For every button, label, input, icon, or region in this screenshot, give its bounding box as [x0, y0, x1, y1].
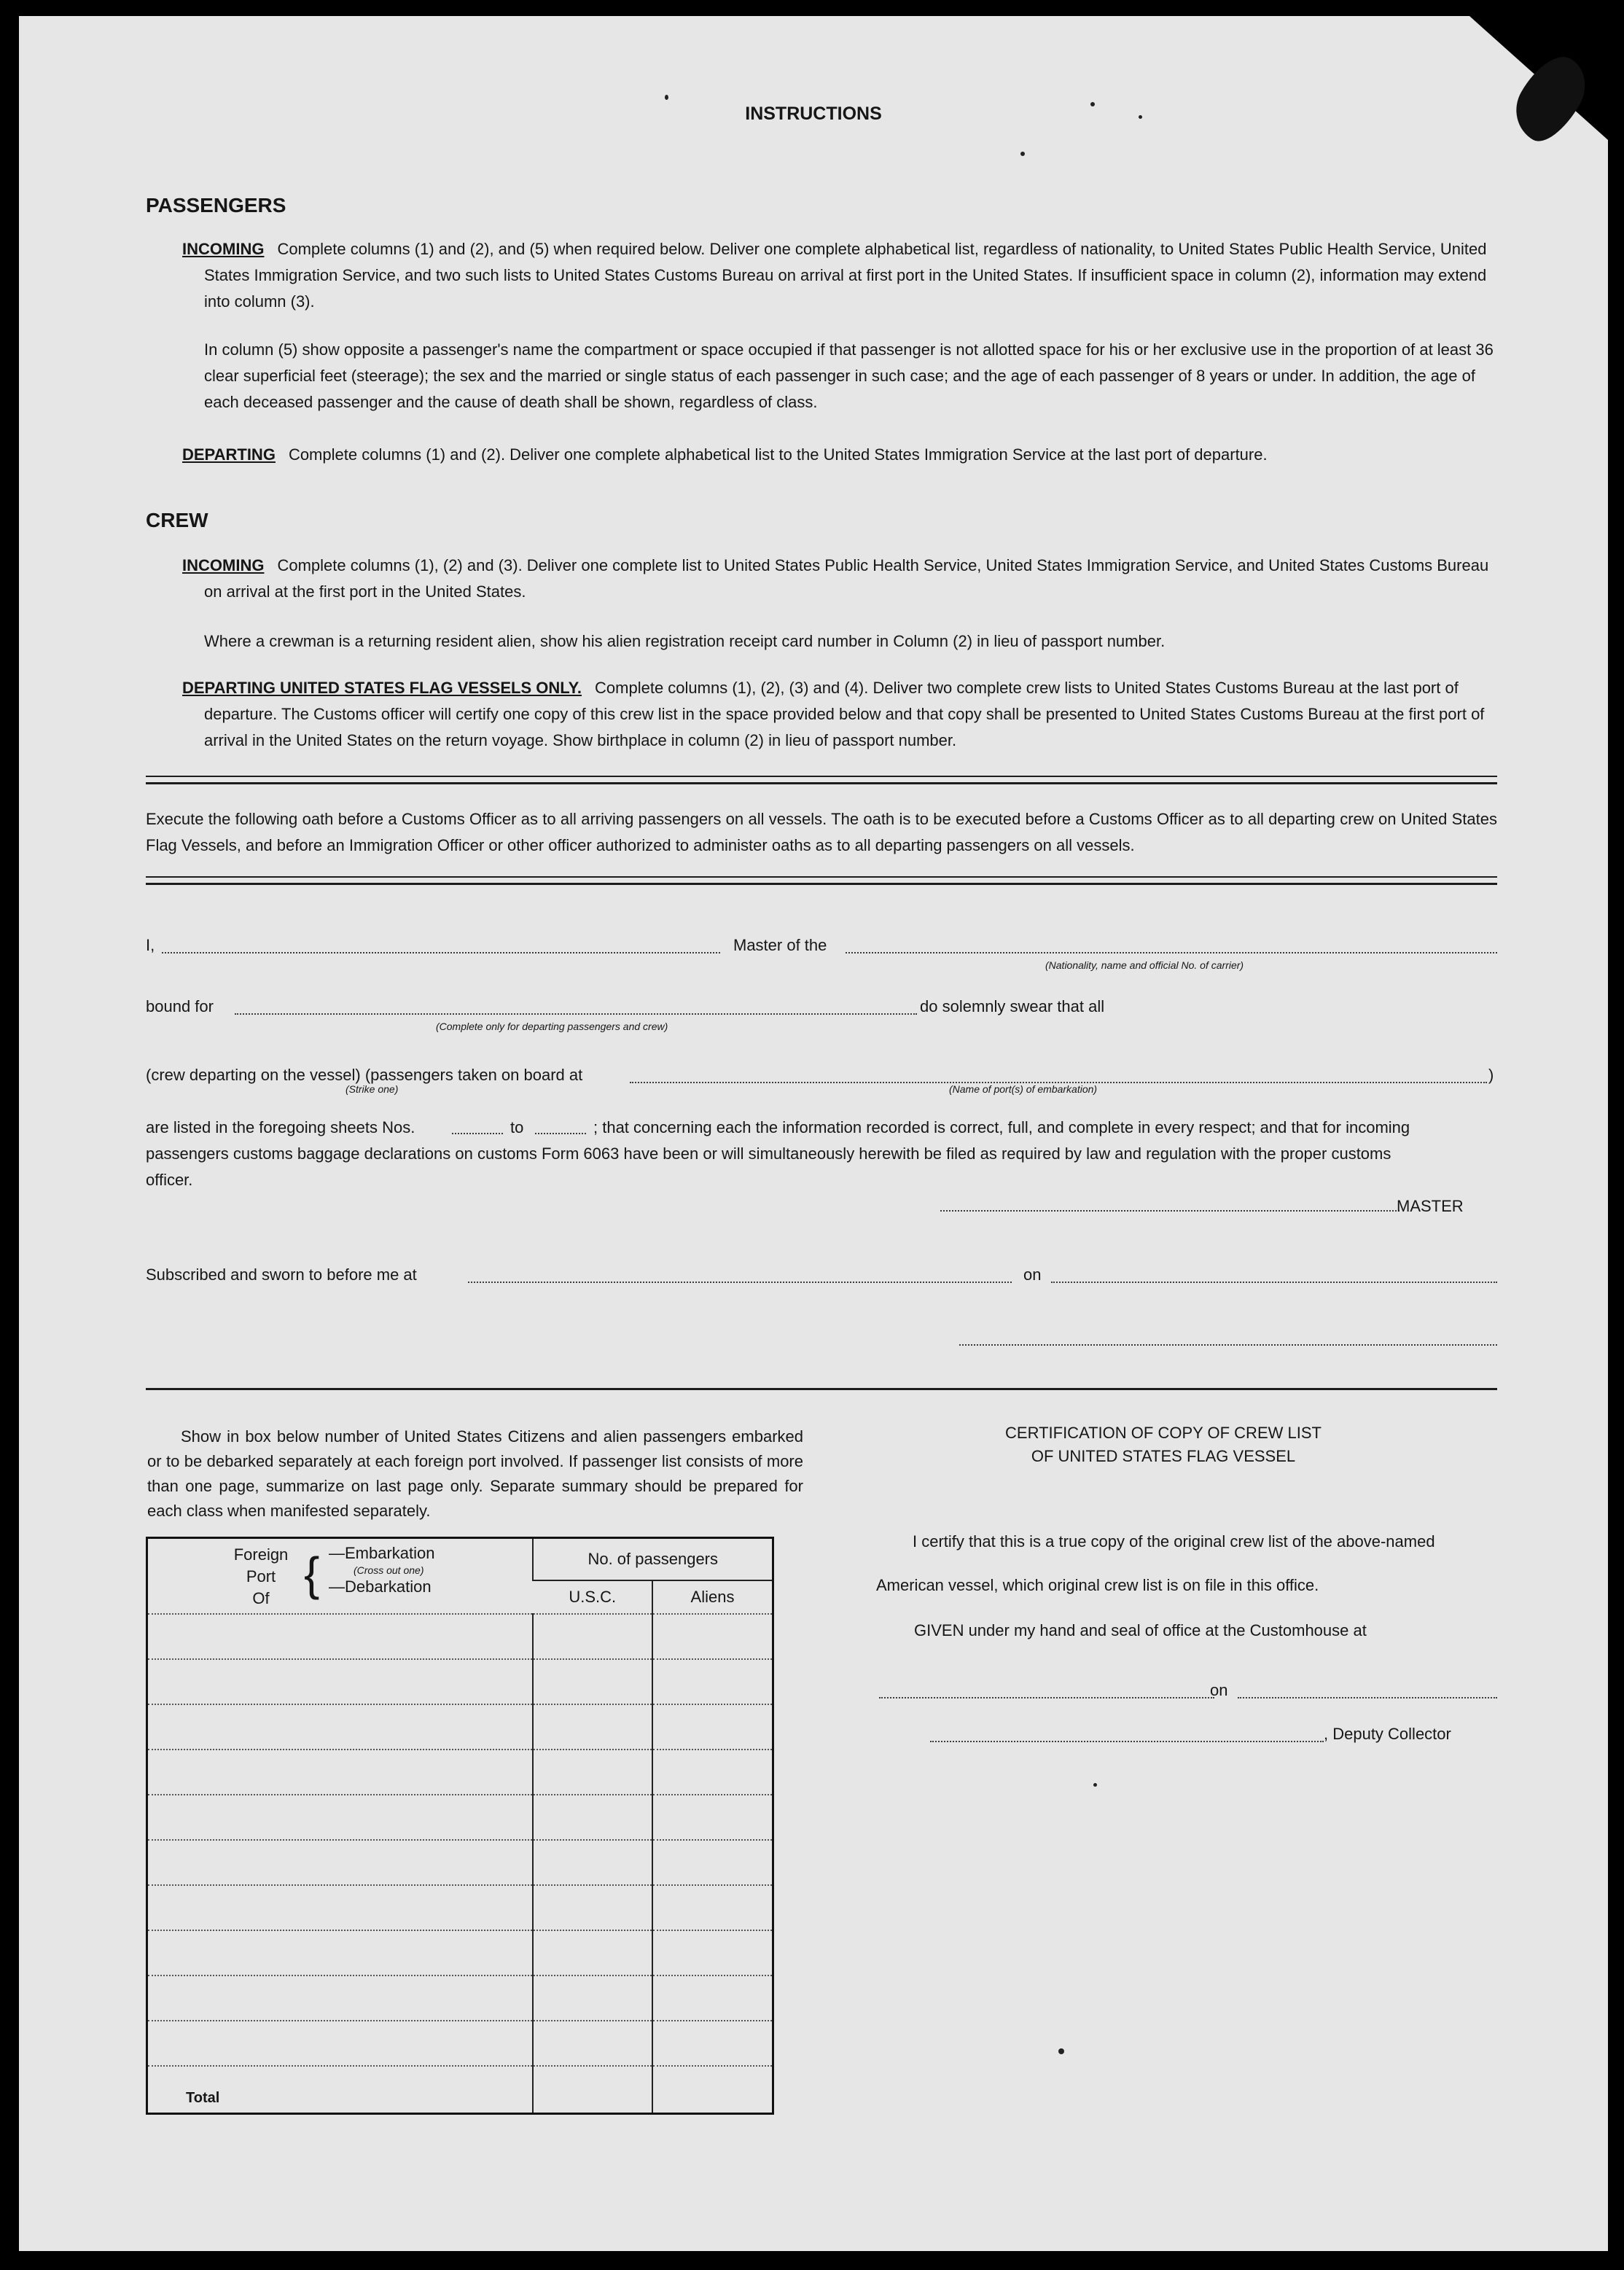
- port-cell[interactable]: [147, 1659, 534, 1704]
- debarkation-label[interactable]: —Debarkation: [329, 1577, 432, 1596]
- departing-label: DEPARTING: [182, 445, 276, 464]
- swear-text: do solemnly swear that all: [920, 997, 1105, 1015]
- aliens-cell[interactable]: [652, 1930, 773, 1975]
- certification-title-line1: CERTIFICATION OF COPY OF CREW LIST: [1005, 1424, 1322, 1442]
- aliens-cell[interactable]: [652, 1885, 773, 1930]
- bound-for-label: bound for: [146, 997, 214, 1015]
- given-text: GIVEN under my hand and seal of office at the Customhouse at: [914, 1621, 1367, 1639]
- sheet-from-field[interactable]: [452, 1133, 503, 1134]
- crew-departing-text: Complete columns (1), (2), (3) and (4). Deliver two complete crew lists to United States Customs Bureau at the last port of departure. The Customs officer will certify one copy of this crew list in the space provided below and that copy shall be presented to United States Customs Bureau at the first port of arrival in the United States on the return voyage. Show birthplace in column (2) in lieu of passport number.: [204, 679, 1485, 749]
- table-row: [147, 1614, 773, 1659]
- oath-instruction: Execute the following oath before a Customs Officer as to all arriving passengers on all vessels. The oath is to be executed before a Customs Officer as to all departing crew on United States Flag Vessels, and before an Immigration Officer or other officer authorized to administer oaths as to all departing passengers on all vessels.: [146, 810, 1497, 854]
- no-passengers-header: No. of passengers: [533, 1538, 773, 1580]
- table-row: [147, 1840, 773, 1885]
- subscribed-label: Subscribed and sworn to before me at: [146, 1265, 417, 1284]
- crew-incoming-text: Complete columns (1), (2) and (3). Deliver one complete list to United States Public Health Service, United States Immigration Service, and United States Customs Bureau on arrival at the first port in the United States.: [204, 556, 1489, 601]
- port-cell[interactable]: [147, 1930, 534, 1975]
- aliens-cell[interactable]: [652, 1975, 773, 2021]
- master-signature-field[interactable]: [940, 1210, 1399, 1212]
- table-row: [147, 1975, 773, 2021]
- usc-cell[interactable]: [533, 1840, 652, 1885]
- foreign-port-header: [147, 1538, 534, 1614]
- table-row: [147, 1930, 773, 1975]
- crew-heading: CREW: [146, 509, 208, 531]
- sworn-place-field[interactable]: [468, 1282, 1012, 1283]
- aliens-cell[interactable]: [652, 1750, 773, 1795]
- total-row: [147, 2066, 773, 2114]
- divider: [146, 876, 1497, 885]
- speck: [1139, 115, 1142, 119]
- usc-cell[interactable]: [533, 1750, 652, 1795]
- incoming-text: Complete columns (1) and (2), and (5) when required below. Deliver one complete alphabetical list, regardless of nationality, to United States Public Health Service, United States Immigration Service, and two such lists to United States Customs Bureau on arrival at first port in the United States. If insufficient space in column (2), information may extend into column (3).: [204, 240, 1487, 311]
- master-of-the-label: Master of the: [733, 936, 827, 954]
- passengers-incoming-instruction: [182, 236, 1499, 315]
- summary-instruction: Show in box below number of United States Citizens and alien passengers embarked or to be debarked separately at each foreign port involved. If passenger list consists of more than one page, summarize on last page only. Separate summary should be prepared for each class when manifested separately.: [147, 1427, 803, 1520]
- listed-text-d: officer.: [146, 1171, 193, 1189]
- usc-cell[interactable]: [533, 1930, 652, 1975]
- port-cell[interactable]: [147, 1614, 534, 1659]
- listed-text-a: are listed in the foregoing sheets Nos.: [146, 1118, 415, 1136]
- deputy-collector-label: , Deputy Collector: [1324, 1725, 1451, 1743]
- cert-date-field[interactable]: [1238, 1697, 1497, 1698]
- port-cell[interactable]: [147, 1795, 534, 1840]
- usc-cell[interactable]: [533, 1659, 652, 1704]
- resident-alien-instruction: Where a crewman is a returning resident alien, show his alien registration receipt card number in Column (2) in lieu of passport number.: [204, 632, 1166, 650]
- vessel-field[interactable]: [846, 952, 1497, 953]
- sworn-on-label: on: [1023, 1265, 1042, 1284]
- usc-cell[interactable]: [533, 1614, 652, 1659]
- aliens-total-cell[interactable]: [652, 2066, 773, 2114]
- close-paren: ): [1488, 1066, 1494, 1084]
- strike-caption: (Strike one): [346, 1083, 399, 1095]
- table-row: [147, 1704, 773, 1750]
- certification-title-line2: OF UNITED STATES FLAG VESSEL: [1031, 1447, 1296, 1465]
- listed-text-b: ; that concerning each the information recorded is correct, full, and complete in every respect; and that for incoming: [593, 1118, 1410, 1136]
- table-row: [147, 1750, 773, 1795]
- port-cell[interactable]: [147, 1704, 534, 1750]
- incoming-label: INCOMING: [182, 240, 265, 258]
- usc-total-cell[interactable]: [533, 2066, 652, 2114]
- officer-signature-field[interactable]: [959, 1344, 1497, 1346]
- usc-cell[interactable]: [533, 1704, 652, 1750]
- sworn-date-field[interactable]: [1051, 1282, 1497, 1283]
- usc-cell[interactable]: [533, 1885, 652, 1930]
- form-page: [19, 16, 1608, 2251]
- passenger-summary-table: [146, 1537, 774, 2115]
- crew-departing-text: (crew departing on the vessel) (passengers taken on board at: [146, 1066, 583, 1084]
- speck: [1020, 152, 1025, 156]
- port-label: Port: [246, 1567, 276, 1586]
- foreign-label: Foreign: [233, 1545, 289, 1564]
- departing-text: Complete columns (1) and (2). Deliver one complete alphabetical list to the United States Immigration Service at the last port of departure.: [288, 445, 1268, 464]
- cert-on-label: on: [1210, 1681, 1228, 1699]
- port-cell[interactable]: [147, 1975, 534, 2021]
- passengers-departing-instruction: [182, 442, 1499, 468]
- table-row: [147, 1885, 773, 1930]
- bound-for-field[interactable]: [235, 1013, 917, 1015]
- master-label: MASTER: [1397, 1197, 1464, 1215]
- crew-departing-label: DEPARTING UNITED STATES FLAG VESSELS ONLY.: [182, 679, 582, 697]
- listed-text-c: passengers customs baggage declarations on customs Form 6063 have been or will simultaneously herewith be filed as required by law and regulation with the proper customs: [146, 1144, 1391, 1163]
- table-row: [147, 1795, 773, 1840]
- column5-instruction: In column (5) show opposite a passenger's name the compartment or space occupied if that passenger is not allotted space for his or her exclusive use in the proportion of at least 36 clear superficial feet (steerage); the sex and the married or single status of each passenger in such case; and the age of each passenger of 8 years or under. In addition, the age of each deceased passenger and the cause of death shall be shown, regardless of class.: [204, 340, 1494, 411]
- speck: [665, 95, 668, 100]
- usc-header: U.S.C.: [533, 1580, 652, 1614]
- port-cell[interactable]: [147, 1750, 534, 1795]
- aliens-cell[interactable]: [652, 1795, 773, 1840]
- crew-departing-instruction: [182, 675, 1499, 754]
- divider: [146, 776, 1497, 784]
- listed-to: to: [510, 1118, 524, 1136]
- bound-for-caption: (Complete only for departing passengers and crew): [436, 1021, 668, 1032]
- usc-cell[interactable]: [533, 1795, 652, 1840]
- sheet-to-field[interactable]: [535, 1133, 586, 1134]
- ports-caption: (Name of port(s) of embarkation): [949, 1083, 1098, 1095]
- aliens-cell[interactable]: [652, 1840, 773, 1885]
- table-row: [147, 1659, 773, 1704]
- instructions-title: INSTRUCTIONS: [745, 104, 882, 124]
- customhouse-field[interactable]: [879, 1697, 1214, 1698]
- certify-line2: American vessel, which original crew list is on file in this office.: [876, 1576, 1319, 1594]
- cross-out-caption: (Cross out one): [354, 1564, 424, 1576]
- aliens-cell[interactable]: [652, 1659, 773, 1704]
- oath-i-label: I,: [146, 936, 155, 954]
- speck: [1090, 102, 1095, 106]
- brace-icon: {: [304, 1547, 320, 1600]
- deputy-signature-field[interactable]: [930, 1741, 1324, 1742]
- master-name-field[interactable]: [162, 952, 720, 953]
- aliens-cell[interactable]: [652, 2021, 773, 2066]
- aliens-cell[interactable]: [652, 1704, 773, 1750]
- usc-cell[interactable]: [533, 2021, 652, 2066]
- port-cell[interactable]: [147, 1840, 534, 1885]
- speck: [1093, 1783, 1097, 1787]
- table-row: [147, 2021, 773, 2066]
- divider: [146, 1388, 1497, 1390]
- of-label: Of: [252, 1588, 270, 1607]
- port-cell[interactable]: [147, 2021, 534, 2066]
- speck: [1058, 2048, 1064, 2054]
- embarkation-label[interactable]: —Embarkation: [329, 1543, 435, 1562]
- aliens-header: Aliens: [652, 1580, 773, 1614]
- nationality-caption: (Nationality, name and official No. of carrier): [1045, 959, 1244, 971]
- aliens-cell[interactable]: [652, 1614, 773, 1659]
- usc-cell[interactable]: [533, 1975, 652, 2021]
- port-cell[interactable]: [147, 1885, 534, 1930]
- certification-title: [930, 1421, 1397, 1468]
- crew-incoming-label: INCOMING: [182, 556, 265, 574]
- crew-incoming-instruction: [182, 553, 1499, 605]
- passengers-heading: PASSENGERS: [146, 194, 286, 217]
- total-label: Total: [186, 2090, 220, 2106]
- certify-line1: I certify that this is a true copy of the original crew list of the above-named: [913, 1532, 1435, 1551]
